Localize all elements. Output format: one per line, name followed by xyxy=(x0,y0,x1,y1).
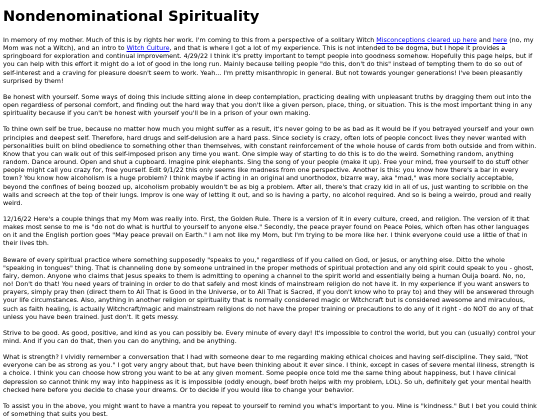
paragraph-beware-channeling: Beware of every spiritual practice where something supposedly "speaks to you," regardless of if you called on God, or Jesus, or anything else. Ditto the whole "speaking in tongues" thing. That is channeling done by someone untrained in the proper methods of spiritual protection and any old spirit could speak to you - ghost, fairy, demon. Anyone who claims that Jesus speaks to them is admitting to opening a channel to the spirit world and essentially being a human Ouija board. No, no, no! Don't do that! You need years of training in order to do that safely and most kinds of mainstream religion do not have it. In my experience if you want answers to prayers, simply pray then (direct them to All That is Good in the Universe, or to All That is Sacred, if you don't know who to pray to) and they will be answered through your life circumstances. Also, anything in another religion or spirituality that is normally considered magic or Witchcraft but is considered awesome and miraculous, such as faith healing, is actually Witchcraft/magic and mainstream religions do not have the proper training or precautions to do any of it right - do NOT do any of that unless you have been trained. Just don't. It gets messy. xyxy=(3,256,534,321)
paragraph-honesty: Be honest with yourself. Some ways of doing this include sitting alone in deep contemplation, practicing dealing with unpleasant truths by dragging them out into the open regardless of personal comfort, and finding out the hard way that you don't like a given person, place, thing, or situation. This is the most important thing in any spirituality because if you can't be honest with yourself you'll be in a prison of your own making. xyxy=(3,93,533,118)
here-link[interactable]: here xyxy=(492,37,508,44)
paragraph-golden-rule: 12/16/22 Here's a couple things that my Mom was really into. First, the Golden Rule. There is a version of it in every culture, creed, and religion. The version of it that makes most sense to me is "do not do what is hurtful to yourself to anyone else." Secondly, the peace prayer found on Peace Poles, which often has other languages on it and the English portion goes "May peace prevail on Earth." I am not like my Mom, but I'm trying to be more like her. I think everyone could use a little of that in their lives tbh. xyxy=(3,215,530,248)
intro-text-2: and xyxy=(476,37,493,44)
paragraph-true-to-self: To thine own self be true, because no matter how much you might suffer as a result, it's never going to be as bad as it would be if you betrayed yourself and your own principles and deepest self. Therefore, hard drugs and self-delusion are a hard pass. Since society is crazy, often lots of people concoct lives they never wanted with personalities built on blind obedience to something other than themselves, with constant reinforcement of the whole house of cards from both outside and from within. Know that you can walk out of this self-imposed prison any time you want. One simple way of starting to do this is to do the weird. Something random, anything random. Dance around. Open and shut a cupboard. Imagine pink elephants. Sing the song of your people (make it up). Free your mind, free yourself to do stuff other people might call you crazy for, free yourself. Edit 9/1/22 this only seems like madness from one perspective. Another is this: you know how there's a bar in every town? You know how alcoholism is a huge problem? I think maybe if acting in an original and unorthodox, bizarre way, aka "mad," was more socially acceptable, beyond the confines of being boozed up, alcoholism probably wouldn't be as big a problem. After all, there's that crazy kid in all of us, just wanting to scribble on the walls and screech at the top of their lungs. Improv is one way of letting it out, and so is having a party, no alcohol required. And so is being a weirdo, proud and really weird. xyxy=(3,126,537,207)
witch-culture-link[interactable]: Witch Culture xyxy=(126,45,170,53)
misconceptions-link[interactable]: Misconceptions cleared up here xyxy=(376,37,477,44)
paragraph-strive-good: Strive to be good. As good, positive, and kind as you can possibly be. Every minute of every day! It's impossible to control the world, but you can (usually) control your mind. And if you can do that, then you can do anything, and be anything. xyxy=(3,329,536,345)
paragraph-strength: What is strength? I vividly remember a conversation that I had with someone dear to me regarding making ethical choices and having self-discipline. They said, "Not everyone can be as strong as you." I got very angry about that, but have been thinking about it ever since. I think, except in cases of severe mental illness, strength is a choice. I think you can choose how strong you want to be at any given moment. Some people once told me the same thing about happiness, but I have clinical depression so cannot think my way into happiness as it is impossible (oddly enough, beef broth helps with my problem, LOL). So uh, definitely get your mental health checked here before you decide to chase your dreams. Or to decide if you would like to change your behavior. xyxy=(3,354,535,394)
page-title: Nondenominational Spirituality xyxy=(3,9,260,25)
intro-text-4: , and that is where I got a lot of my experience. This is not intended to be dogma, but I hope it provides a springboard for exploration and continual improvement. 4/29/22 I think it's pretty important to tempt people into goodness somehow. Hopefully this page helps, but if you can help with this effort it might do a lot of good in the long run. Mainly because telling people "do this, don't do this" instead of tempting them to do so out of self-interest and a craving for pleasure doesn't seem to work. Yeah... I'm pretty misanthropic in general. But not towards younger generations! I've been pleasantly surprised by them! xyxy=(3,45,533,85)
intro-paragraph xyxy=(3,37,537,86)
intro-text-1: In memory of my mother. Much of this is by rights her work. I'm coming to this from a perspective of a solitary Witch xyxy=(3,37,377,44)
intro-text-3: (no, my Mom was not a Witch), and an intro to xyxy=(3,37,534,53)
paragraph-mantra: To assist you in the above, you might want to have a mantra you repeat to yourself to remind you what's important to you. Mine is "kindness." But I bet you could think of something that suits you best. xyxy=(3,402,537,419)
